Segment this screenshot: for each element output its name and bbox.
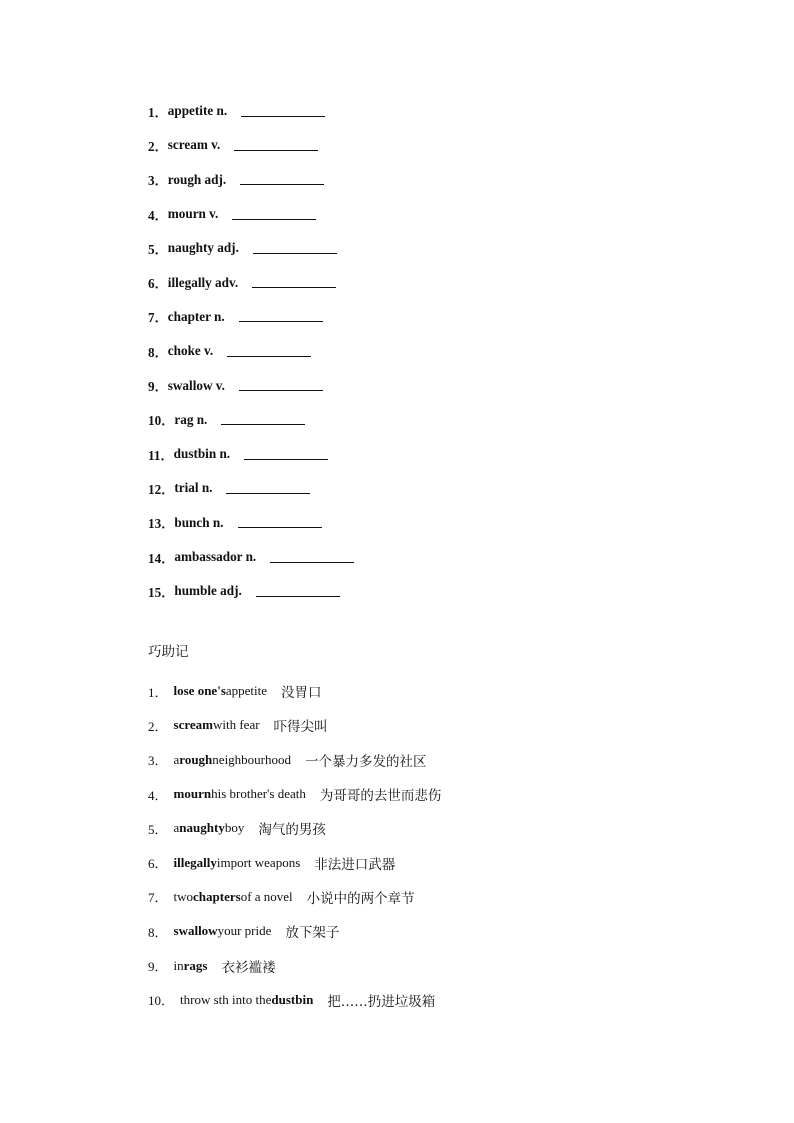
phrase-keyword: naughty — [179, 820, 225, 836]
vocab-number: 2． — [148, 138, 168, 154]
phrase-suffix: of a novel — [240, 888, 293, 904]
vocab-item — [148, 403, 748, 437]
phrase-number: 10． — [148, 993, 175, 1009]
vocab-item — [148, 94, 748, 128]
vocab-word: dustbin n. — [173, 446, 231, 462]
vocab-word: humble adj. — [174, 583, 242, 599]
answer-blank[interactable] — [252, 277, 336, 288]
vocab-number: 9． — [148, 379, 168, 395]
phrase-number: 7． — [148, 890, 168, 906]
vocab-word: trial n. — [174, 480, 213, 496]
phrase-keyword: scream — [173, 717, 213, 733]
vocab-word: choke v. — [167, 343, 214, 359]
phrase-translation: 淘气的男孩 — [258, 822, 326, 839]
vocab-number: 12． — [148, 481, 175, 497]
phrase-keyword: rags — [183, 957, 208, 973]
phrase-keyword: illegally — [173, 854, 217, 870]
vocab-number: 14． — [148, 550, 175, 566]
phrase-translation: 吓得尖叫 — [273, 719, 328, 736]
vocab-word: chapter n. — [167, 308, 225, 324]
phrase-item — [148, 983, 768, 1017]
phrase-item — [148, 948, 768, 982]
answer-blank[interactable] — [253, 243, 337, 254]
phrase-number: 4． — [148, 787, 168, 803]
vocab-list — [148, 94, 748, 608]
answer-blank[interactable] — [239, 380, 323, 391]
phrase-item — [148, 743, 768, 777]
answer-blank[interactable] — [232, 209, 316, 220]
phrase-suffix: your pride — [217, 923, 272, 939]
phrase-translation: 为哥哥的去世而悲伤 — [319, 788, 442, 805]
vocab-word: bunch n. — [174, 514, 224, 530]
phrase-keyword: chapters — [193, 888, 241, 904]
answer-blank[interactable] — [240, 174, 324, 185]
answer-blank[interactable] — [241, 106, 325, 117]
phrase-suffix: neighbourhood — [212, 751, 292, 767]
phrase-translation: 小说中的两个章节 — [306, 890, 415, 907]
vocab-number: 13． — [148, 516, 175, 532]
answer-blank[interactable] — [244, 449, 328, 460]
vocab-word: rough adj. — [167, 171, 227, 187]
phrase-item — [148, 845, 768, 879]
phrase-item — [148, 914, 768, 948]
vocab-word: naughty adj. — [167, 240, 239, 256]
phrase-keyword: swallow — [173, 923, 218, 939]
vocab-number: 5． — [148, 241, 168, 257]
vocab-item — [148, 540, 748, 574]
vocab-item — [148, 334, 748, 368]
vocab-item — [148, 368, 748, 402]
phrase-item — [148, 708, 768, 742]
phrase-suffix: his brother's death — [211, 786, 306, 802]
vocab-number: 7． — [148, 310, 168, 326]
vocab-item — [148, 506, 748, 540]
vocab-number: 4． — [148, 207, 168, 223]
vocab-number: 6． — [148, 276, 168, 292]
phrase-translation: 放下架子 — [285, 925, 340, 942]
phrase-translation: 非法进口武器 — [314, 856, 396, 873]
phrase-prefix: a — [173, 820, 180, 836]
phrase-translation: 把……扔进垃圾箱 — [327, 993, 436, 1010]
phrase-item — [148, 811, 768, 845]
phrase-keyword: lose one's — [173, 683, 226, 699]
vocab-word: illegally adv. — [167, 274, 239, 290]
answer-blank[interactable] — [270, 552, 354, 563]
phrase-number: 1． — [148, 684, 168, 700]
vocab-item — [148, 128, 748, 162]
vocab-item — [148, 471, 748, 505]
phrase-keyword: dustbin — [271, 991, 314, 1007]
vocab-item — [148, 574, 748, 608]
phrase-translation: 一个暴力多发的社区 — [305, 753, 427, 770]
vocab-item — [148, 300, 748, 334]
phrase-item — [148, 880, 768, 914]
phrase-translation: 衣衫褴褛 — [221, 959, 276, 976]
vocab-number: 10． — [148, 413, 175, 429]
phrase-prefix: two — [173, 888, 194, 904]
vocab-number: 8． — [148, 344, 168, 360]
phrase-suffix: with fear — [212, 717, 260, 733]
vocab-word: swallow v. — [167, 377, 225, 393]
vocab-word: mourn v. — [167, 206, 219, 222]
answer-blank[interactable] — [238, 517, 322, 528]
answer-blank[interactable] — [234, 140, 318, 151]
phrase-suffix: import weapons — [216, 854, 301, 870]
phrase-number: 8． — [148, 924, 168, 940]
phrase-number: 2． — [148, 718, 168, 734]
vocab-item — [148, 197, 748, 231]
phrase-translation: 没胃口 — [281, 685, 322, 702]
phrase-suffix: appetite — [225, 683, 268, 699]
phrase-keyword: rough — [179, 751, 213, 767]
answer-blank[interactable] — [256, 586, 340, 597]
phrase-prefix: in — [173, 957, 184, 973]
section-title: 巧助记 — [148, 644, 189, 660]
phrase-suffix: boy — [224, 820, 245, 836]
vocab-number: 11． — [148, 447, 174, 463]
answer-blank[interactable] — [227, 346, 311, 357]
phrase-number: 5． — [148, 821, 168, 837]
phrase-item — [148, 777, 768, 811]
vocab-item — [148, 437, 748, 471]
phrase-number: 6． — [148, 856, 168, 872]
vocab-number: 1． — [148, 104, 168, 120]
vocab-word: rag n. — [174, 411, 208, 427]
phrase-item — [148, 674, 768, 708]
vocab-item — [148, 265, 748, 299]
phrase-prefix: a — [173, 751, 180, 767]
phrase-number: 3． — [148, 753, 168, 769]
phrase-list — [148, 674, 768, 1017]
vocab-item — [148, 231, 748, 265]
vocab-word: appetite n. — [167, 103, 228, 119]
vocab-number: 15． — [148, 584, 175, 600]
vocab-item — [148, 163, 748, 197]
answer-blank[interactable] — [221, 414, 305, 425]
phrase-number: 9． — [148, 959, 168, 975]
answer-blank[interactable] — [239, 311, 323, 322]
vocab-word: ambassador n. — [174, 549, 257, 564]
answer-blank[interactable] — [226, 483, 310, 494]
vocab-number: 3． — [148, 173, 168, 189]
phrase-keyword: mourn — [173, 786, 212, 802]
vocab-word: scream v. — [167, 137, 221, 153]
phrase-prefix: throw sth into the — [180, 991, 272, 1007]
